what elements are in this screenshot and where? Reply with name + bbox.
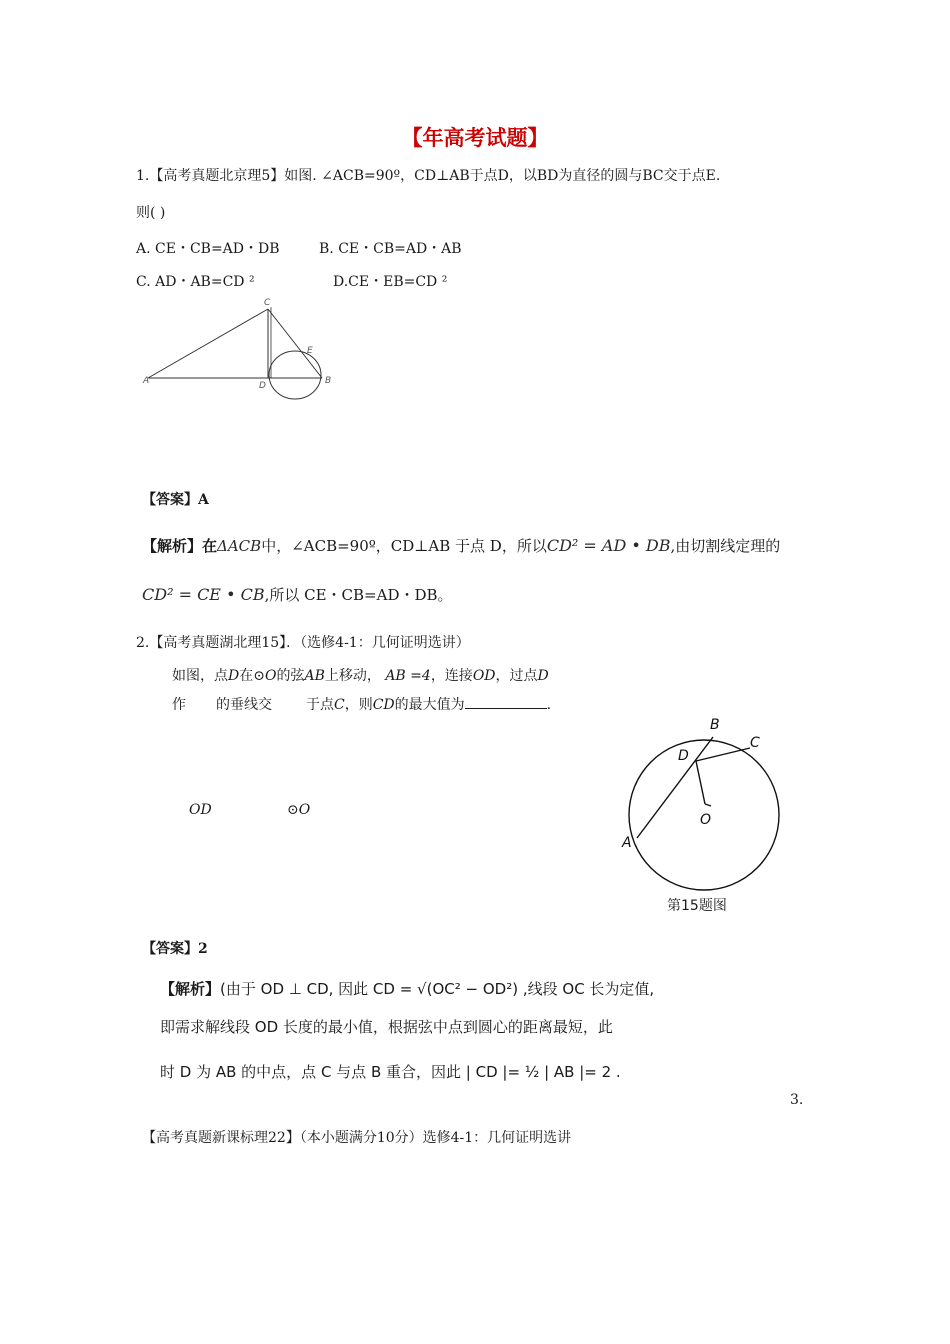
q2-float-od: OD: [189, 802, 212, 818]
q1-answer: 【答案】A: [142, 492, 209, 508]
q1-analysis-tail2: ,所以 CE・CB=AD・DB。: [264, 586, 453, 604]
q1-stem-line1: 1.【高考真题北京理5】如图. ∠ACB=90º，CD⊥AB于点D，以BD为直径的圆与BC交于点E.: [136, 168, 721, 184]
q1-figure: [140, 295, 340, 405]
q1-analysis-triangle: ΔACB: [217, 537, 262, 555]
q2-analysis-text1: (由于 OD ⊥ CD, 因此 CD = √(OC² − OD²) ,线段 OC 长为定值,: [220, 980, 655, 998]
q1-analysis-head: 【解析】在: [142, 537, 218, 555]
q2-label-c: C: [750, 735, 760, 751]
q1-analysis-line1: [142, 535, 780, 556]
q1-option-c: C. AD・AB=CD ²: [136, 274, 255, 290]
q1-analysis-formula1: CD² = AD • DB: [546, 536, 671, 555]
q2-answer: 【答案】2: [142, 941, 208, 957]
q2-label-a: A: [622, 835, 632, 851]
q1-analysis-tail1: ,由切割线定理的: [670, 537, 781, 555]
q2-stem-line2: 如图，点D在⊙O的弦AB上移动， AB =4，连接OD，过点D: [172, 668, 549, 684]
q2-analysis-head: 【解析】: [160, 980, 221, 998]
q2-label-b: B: [710, 717, 720, 733]
q2-label-o: O: [700, 812, 712, 828]
q1-option-b: B. CE・CB=AD・AB: [319, 241, 462, 257]
q2-float-circle-o: ⊙O: [287, 802, 311, 818]
q2-analysis-line3: 时 D 为 AB 的中点，点 C 与点 B 重合，因此 | CD |= ½ | AB |= 2 .: [160, 1063, 621, 1081]
q1-option-d: D.CE・EB=CD ²: [333, 274, 448, 290]
q2-figure-caption: 第15题图: [667, 898, 727, 914]
q1-label-c: C: [264, 298, 271, 308]
q1-label-e: E: [307, 346, 313, 356]
q1-label-d: D: [259, 381, 266, 391]
q1-stem-line2: 则( ): [136, 205, 166, 221]
q2-stem-line1: 2.【高考真题湖北理15】．（选修4-1：几何证明选讲）: [136, 635, 470, 651]
q1-analysis-line2: [142, 584, 453, 605]
q2-figure: [615, 712, 795, 892]
q2-label-d: D: [678, 748, 689, 764]
q3-stem: 【高考真题新课标理22】（本小题满分10分）选修4-1：几何证明选讲: [142, 1130, 572, 1146]
q2-analysis-line1: [160, 978, 654, 999]
q2-answer-blank: [465, 694, 547, 709]
q3-number: 3.: [790, 1092, 804, 1108]
page-title: 【年高考试题】: [401, 125, 549, 150]
q1-analysis-formula2: CD² = CE • CB: [142, 585, 265, 604]
q2-stem-line3: 作 的垂线交 于点C，则CD的最大值为 .: [172, 694, 551, 714]
q1-analysis-mid: 中，∠ACB=90º，CD⊥AB 于点 D，所以: [261, 537, 547, 555]
q1-label-b: B: [325, 376, 332, 386]
q1-option-a: A. CE・CB=AD・DB: [136, 241, 280, 257]
q1-label-a: A: [143, 376, 150, 386]
q2-analysis-line2: 即需求解线段 OD 长度的最小值，根据弦中点到圆心的距离最短，此: [160, 1018, 613, 1036]
